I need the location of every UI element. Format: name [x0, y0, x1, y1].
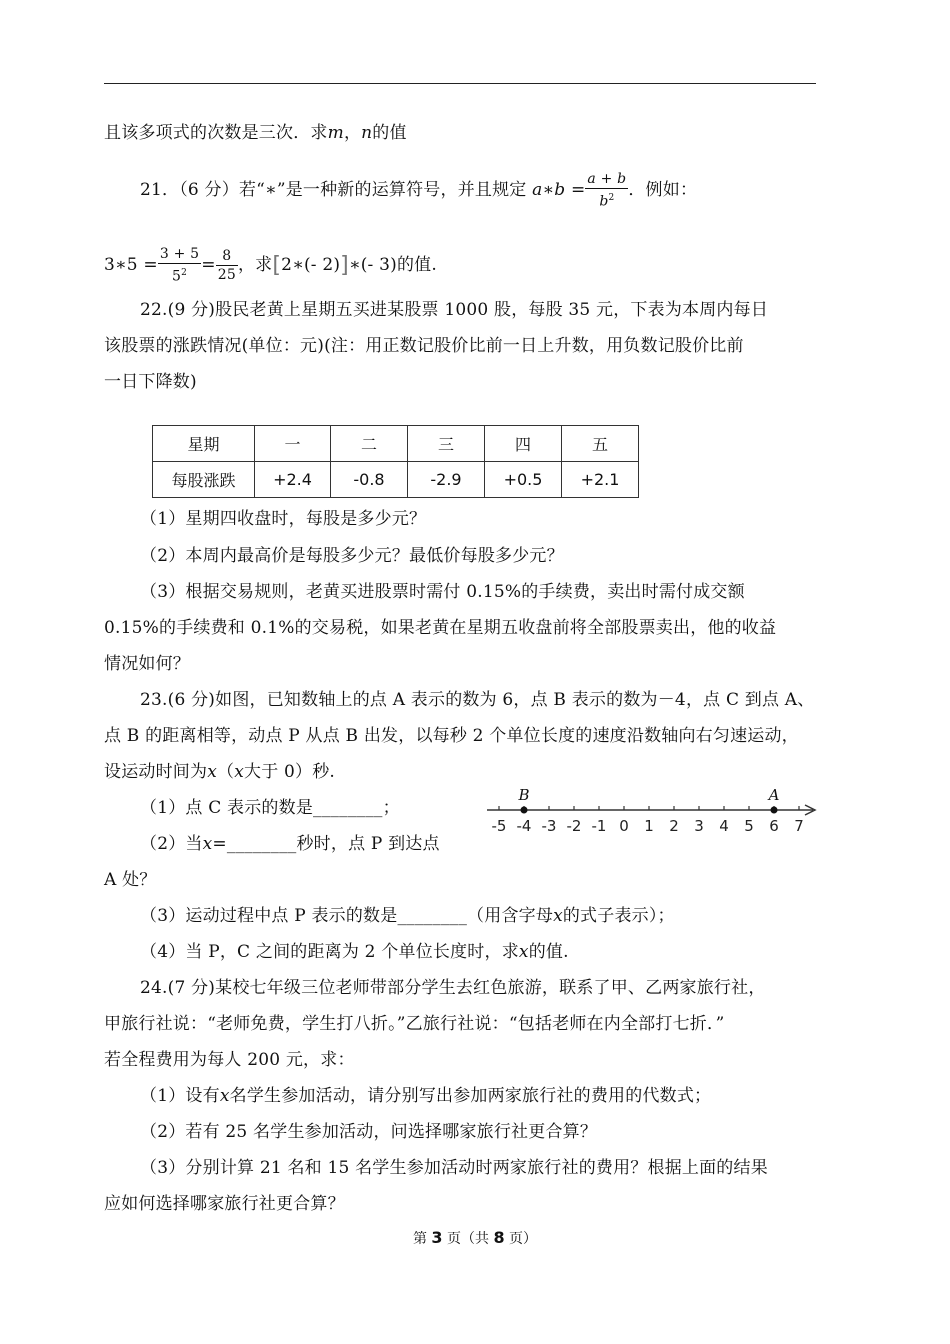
example-fraction: $\frac{3 + 5}{5^2}$: [159, 246, 200, 285]
table-header-cell: 星期: [153, 426, 255, 462]
number-line-tick-label: 3: [694, 817, 704, 835]
table-row: [153, 462, 639, 498]
number-line-tick-label: -5: [491, 817, 507, 835]
table-cell: -0.8: [331, 462, 408, 498]
table-header-cell: 二: [331, 426, 408, 462]
number-line-point: [521, 807, 528, 814]
number-line-point: [771, 807, 778, 814]
q22-sub2: （2）本周内最高价是每股多少元？最低价每股多少元？: [140, 546, 564, 566]
stock-table: [152, 425, 639, 498]
number-line-tick-label: 5: [744, 817, 754, 835]
q22-line3: 一日下降数): [104, 372, 197, 392]
page-footer: 第 3 页（共 8 页）: [412, 1228, 538, 1247]
number-line-tick-label: 1: [644, 817, 654, 835]
table-cell: +2.4: [255, 462, 331, 498]
q23-sub4: （4）当 P，C 之间的距离为 2 个单位长度时，求x的值.: [140, 942, 569, 962]
header-rule: [104, 83, 816, 84]
q24-sub1: （1）设有x名学生参加活动，请分别写出参加两家旅行社的费用的代数式；: [140, 1086, 712, 1106]
q23-sub2: （2）当x=________秒时，点 P 到达点: [140, 834, 440, 854]
table-cell: 每股涨跌: [153, 462, 255, 498]
number-line-tick-label: 2: [669, 817, 679, 835]
q23-sub2-cont: A 处？: [104, 870, 157, 890]
table-cell: +0.5: [485, 462, 562, 498]
q20-tail: 且该多项式的次数是三次．求m，n的值: [104, 123, 407, 143]
table-cell: +2.1: [562, 462, 639, 498]
table-cell: -2.9: [408, 462, 485, 498]
number-line-tick-label: -1: [591, 817, 607, 835]
q23-sub1: （1）点 C 表示的数是________；: [140, 798, 400, 818]
number-line-tick-label: 6: [769, 817, 779, 835]
q21-line1: 21．（6 分）若“∗”是一种新的运算符号，并且规定 a∗b = $\frac{a + b}{b^2}$ ．例如：: [140, 171, 698, 210]
q22-sub3-line1: （3）根据交易规则，老黄买进股票时需付 0.15%的手续费，卖出时需付成交额: [140, 582, 745, 602]
number-line-tick-label: -3: [541, 817, 557, 835]
number-line-tick-label: -4: [516, 817, 532, 835]
q22-sub1: （1）星期四收盘时，每股是多少元？: [140, 509, 427, 529]
number-line: [483, 785, 823, 837]
q22-line2: 该股票的涨跌情况(单位：元)(注：用正数记股价比前一日上升数，用负数记股价比前: [104, 336, 744, 356]
q24-sub3-line2: 应如何选择哪家旅行社更合算？: [104, 1194, 345, 1214]
definition-fraction: $\frac{a + b}{b^2}$: [587, 171, 627, 210]
q23-line2: 点 B 的距离相等，动点 P 从点 B 出发，以每秒 2 个单位长度的速度沿数轴向右匀速运动，: [104, 726, 799, 746]
number-line-tick-label: 4: [719, 817, 729, 835]
number-line-point-label: B: [518, 786, 530, 804]
q23-line3: 设运动时间为x（x大于 0）秒.: [104, 762, 336, 782]
number-line-tick-label: -2: [566, 817, 582, 835]
table-header-cell: 五: [562, 426, 639, 462]
table-row: [153, 426, 639, 462]
q24-sub3-line1: （3）分别计算 21 名和 15 名学生参加活动时两家旅行社的费用？根据上面的结果: [140, 1158, 768, 1178]
table-header-cell: 三: [408, 426, 485, 462]
q24-line3: 若全程费用为每人 200 元，求：: [104, 1050, 355, 1070]
example-result-fraction: $\frac{8}{25}$: [217, 247, 236, 283]
number-line-point-label: A: [768, 786, 780, 804]
q24-line1: 24.(7 分)某校七年级三位老师带部分学生去红色旅游，联系了甲、乙两家旅行社，: [140, 978, 766, 998]
number-line-tick-label: 7: [794, 817, 804, 835]
q23-line1: 23.(6 分)如图，已知数轴上的点 A 表示的数为 6，点 B 表示的数为－4，点 C 到点 A、: [140, 690, 815, 710]
q23-sub3: （3）运动过程中点 P 表示的数是________（用含字母x的式子表示）；: [140, 906, 675, 926]
table-header-cell: 一: [255, 426, 331, 462]
table-header-cell: 四: [485, 426, 562, 462]
q24-sub2: （2）若有 25 名学生参加活动，问选择哪家旅行社更合算？: [140, 1122, 598, 1142]
q22-line1: 22.(9 分)股民老黄上星期五买进某股票 1000 股，每股 35 元，下表为本周内每日: [140, 300, 769, 320]
q24-line2: 甲旅行社说：“老师免费，学生打八折。”乙旅行社说：“包括老师在内全部打七折．”: [104, 1014, 725, 1034]
q22-sub3-line2: 0.15%的手续费和 0.1%的交易税，如果老黄在星期五收盘前将全部股票卖出，他的收益: [104, 618, 777, 638]
number-line-tick-label: 0: [619, 817, 629, 835]
q21-line2: 3∗5 = $\frac{3 + 5}{5^2}$ = $\frac{8}{25}$ ，求[2∗(- 2)]∗(- 3)的值.: [104, 246, 437, 285]
q22-sub3-line3: 情况如何？: [104, 654, 190, 674]
